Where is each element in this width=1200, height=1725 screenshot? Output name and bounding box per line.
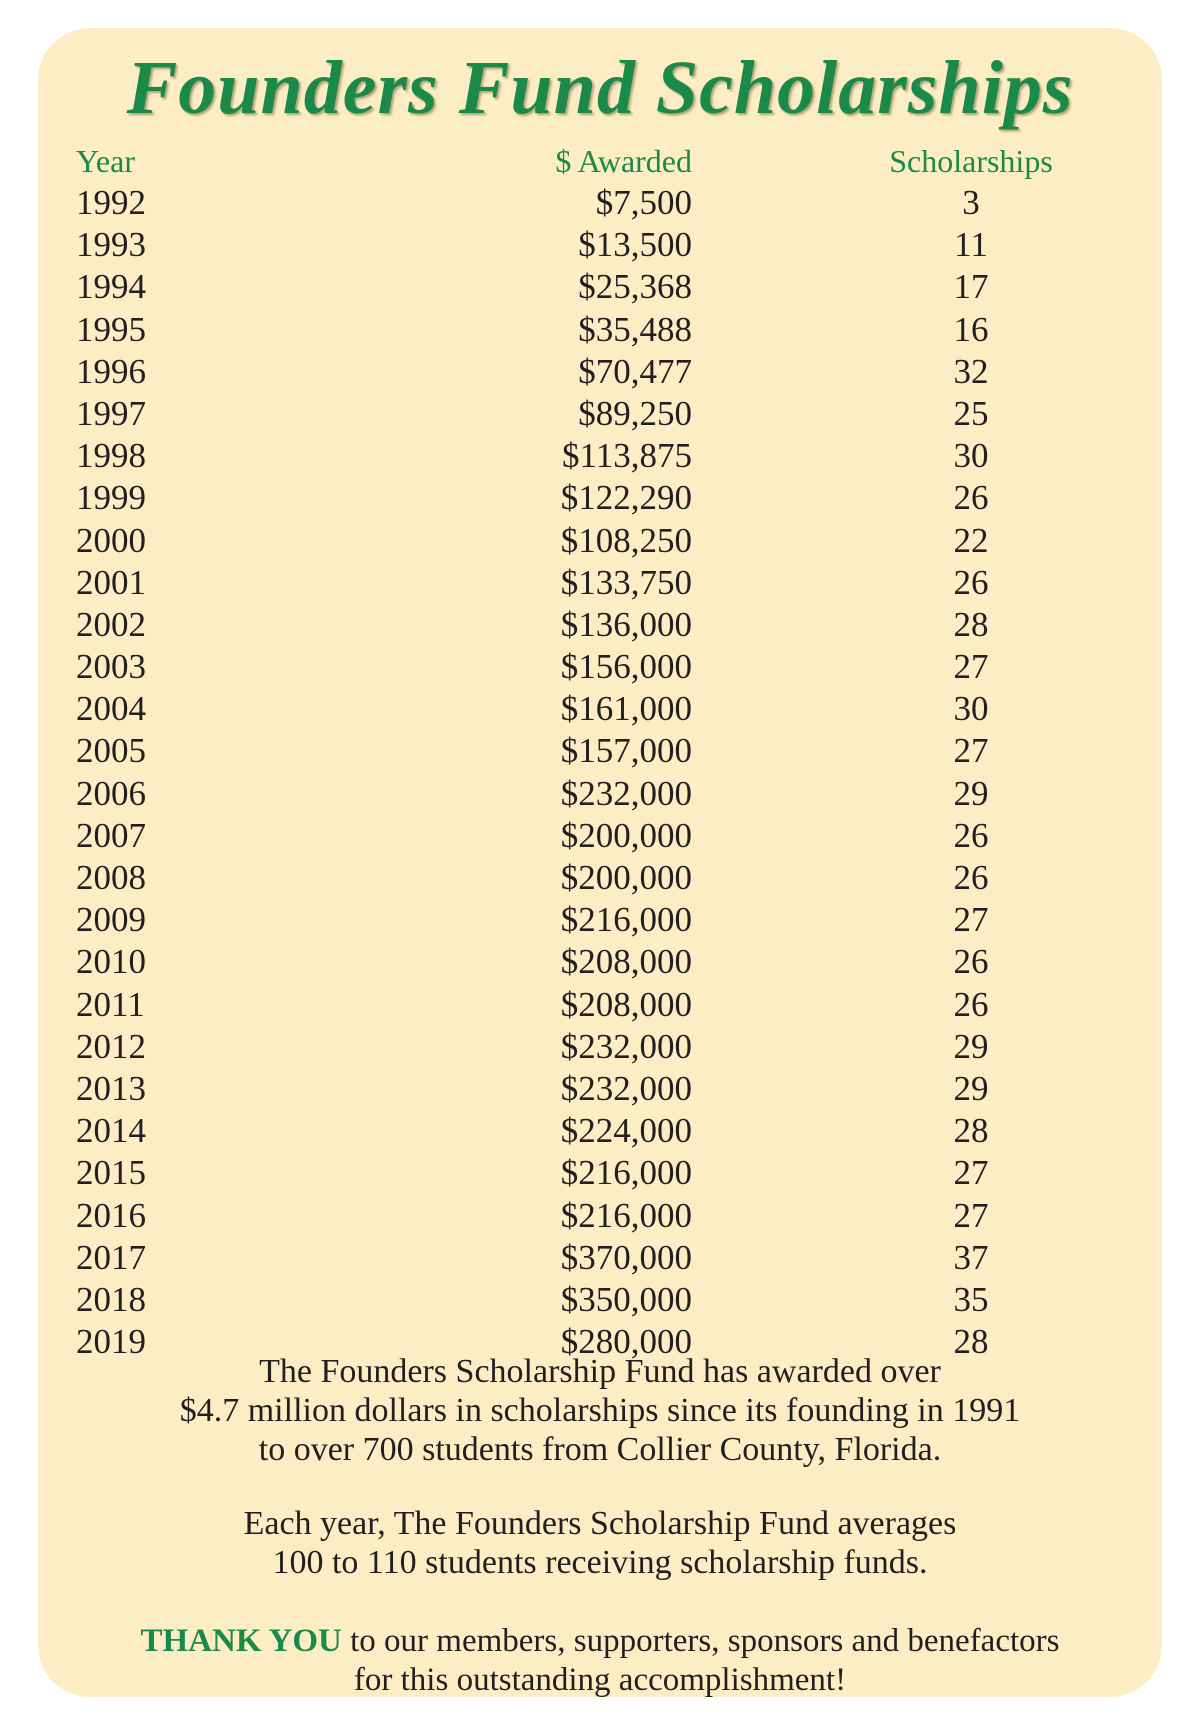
year-cell: 1996	[76, 351, 146, 391]
table-row	[76, 520, 1124, 562]
summary-paragraph	[38, 1352, 1162, 1469]
table-row	[76, 1026, 1124, 1068]
summary-line: $4.7 million dollars in scholarships since its founding in 1991	[179, 1392, 1021, 1429]
table-row	[76, 815, 1124, 857]
year-cell: 2017	[76, 1237, 146, 1277]
year-cell: 1993	[76, 225, 146, 265]
awarded-cell: $232,000	[560, 773, 692, 813]
scholarships-cell: 17	[953, 267, 989, 307]
awarded-cell: $208,000	[560, 942, 692, 982]
awarded-cell: $122,290	[560, 478, 692, 518]
table-row	[76, 730, 1124, 772]
awarded-cell: $70,477	[578, 351, 692, 391]
summary-line: The Founders Scholarship Fund has awarded over	[259, 1353, 941, 1390]
awarded-cell: $113,875	[562, 436, 692, 476]
year-cell: 2013	[76, 1068, 146, 1108]
table-row	[76, 646, 1124, 688]
year-cell: 2019	[76, 1322, 146, 1362]
awarded-cell: $232,000	[560, 1026, 692, 1066]
table-row	[76, 477, 1124, 519]
scholarships-cell: 11	[954, 225, 988, 265]
table-row	[76, 309, 1124, 351]
table-row	[76, 266, 1124, 308]
table-row	[76, 688, 1124, 730]
year-cell: 2001	[76, 562, 146, 602]
average-line: 100 to 110 students receiving scholarship funds.	[272, 1544, 928, 1581]
awarded-cell: $25,368	[578, 267, 692, 307]
table-row	[76, 224, 1124, 266]
year-cell: 2003	[76, 647, 146, 687]
year-cell: 2012	[76, 1026, 146, 1066]
awarded-cell: $200,000	[560, 815, 692, 855]
scholarships-cell: 28	[953, 604, 989, 644]
table-row	[76, 1152, 1124, 1194]
scholarship-table	[76, 140, 1124, 1363]
awarded-cell: $161,000	[560, 689, 692, 729]
year-cell: 1998	[76, 436, 146, 476]
scholarships-cell: 30	[953, 436, 989, 476]
scholarship-card	[38, 28, 1162, 1697]
table-header	[76, 140, 1124, 182]
table-body	[76, 182, 1124, 1363]
summary-line: to over 700 students from Collier County, Florida.	[258, 1431, 942, 1468]
year-cell: 2007	[76, 815, 146, 855]
awarded-cell: $89,250	[578, 393, 692, 433]
awarded-cell: $370,000	[560, 1237, 692, 1277]
awarded-cell: $232,000	[560, 1068, 692, 1108]
table-row	[76, 435, 1124, 477]
year-cell: 1994	[76, 267, 146, 307]
table-row	[76, 1279, 1124, 1321]
awarded-cell: $208,000	[560, 984, 692, 1024]
awarded-cell: $280,000	[560, 1322, 692, 1362]
scholarships-cell: 25	[953, 393, 989, 433]
scholarships-cell: 26	[953, 984, 989, 1024]
table-row	[76, 941, 1124, 983]
scholarships-cell: 26	[953, 478, 989, 518]
scholarships-cell: 27	[953, 731, 989, 771]
year-cell: 2010	[76, 942, 146, 982]
scholarships-cell: 30	[953, 689, 989, 729]
awarded-cell: $35,488	[578, 309, 692, 349]
scholarships-cell: 27	[953, 900, 989, 940]
scholarships-cell: 35	[953, 1279, 989, 1319]
awarded-cell: $108,250	[560, 520, 692, 560]
awarded-cell: $13,500	[578, 225, 692, 265]
year-cell: 2000	[76, 520, 146, 560]
year-cell: 2011	[76, 984, 145, 1024]
awarded-cell: $350,000	[560, 1279, 692, 1319]
table-row	[76, 351, 1124, 393]
year-cell: 2009	[76, 900, 146, 940]
scholarships-cell: 26	[953, 562, 989, 602]
thanks-line-2: for this outstanding accomplishment!	[353, 1662, 847, 1698]
scholarships-cell: 37	[953, 1237, 989, 1277]
awarded-cell: $200,000	[560, 858, 692, 897]
table-row	[76, 562, 1124, 604]
average-line: Each year, The Founders Scholarship Fund averages	[243, 1505, 957, 1542]
awarded-cell: $156,000	[560, 647, 692, 687]
year-cell: 2015	[76, 1153, 146, 1193]
awarded-cell: $133,750	[560, 562, 692, 602]
scholarships-cell: 26	[953, 942, 989, 982]
header-scholarships: Scholarships	[889, 143, 1053, 179]
table-row	[76, 984, 1124, 1026]
thanks-paragraph	[38, 1622, 1162, 1700]
scholarships-cell: 29	[953, 773, 989, 813]
year-cell: 1997	[76, 393, 146, 433]
thanks-line-1	[38, 1622, 1162, 1661]
awarded-cell: $136,000	[560, 604, 692, 644]
scholarships-cell: 29	[953, 1026, 989, 1066]
average-paragraph	[38, 1504, 1162, 1582]
year-cell: 1992	[76, 183, 146, 222]
scholarships-cell: 26	[953, 858, 989, 897]
awarded-cell: $7,500	[595, 183, 692, 222]
table-row	[76, 1110, 1124, 1152]
table-row	[76, 899, 1124, 941]
scholarships-cell: 27	[953, 1153, 989, 1193]
scholarships-cell: 27	[953, 647, 989, 687]
table-row	[76, 773, 1124, 815]
scholarships-cell: 3	[962, 183, 980, 222]
scholarships-cell: 16	[953, 309, 989, 349]
year-cell: 2014	[76, 1111, 146, 1151]
year-cell: 2006	[76, 773, 146, 813]
year-cell: 2002	[76, 604, 146, 644]
page-title: Founders Fund Scholarships	[126, 46, 1074, 130]
scholarships-cell: 22	[953, 520, 989, 560]
header-year: Year	[76, 143, 135, 179]
year-cell: 1999	[76, 478, 146, 518]
year-cell: 2016	[76, 1195, 146, 1235]
awarded-cell: $216,000	[560, 900, 692, 940]
table-row	[76, 1195, 1124, 1237]
year-cell: 2005	[76, 731, 146, 771]
scholarships-cell: 26	[953, 815, 989, 855]
year-cell: 2018	[76, 1279, 146, 1319]
table-row	[76, 393, 1124, 435]
scholarships-cell: 28	[953, 1322, 989, 1362]
table-row	[76, 182, 1124, 224]
scholarships-cell: 27	[953, 1195, 989, 1235]
awarded-cell: $157,000	[560, 731, 692, 771]
table-row	[76, 857, 1124, 899]
year-cell: 2008	[76, 858, 146, 897]
table-row	[76, 604, 1124, 646]
header-awarded: $ Awarded	[555, 143, 692, 179]
awarded-cell: $216,000	[560, 1153, 692, 1193]
scholarships-cell: 32	[953, 351, 989, 391]
awarded-cell: $216,000	[560, 1195, 692, 1235]
table-row	[76, 1068, 1124, 1110]
scholarships-cell: 28	[953, 1111, 989, 1151]
year-cell: 1995	[76, 309, 146, 349]
awarded-cell: $224,000	[560, 1111, 692, 1151]
table-row	[76, 1237, 1124, 1279]
year-cell: 2004	[76, 689, 146, 729]
scholarships-cell: 29	[953, 1068, 989, 1108]
thank-you-highlight: THANK YOU	[140, 1623, 342, 1659]
thanks-line-1-rest: to our members, supporters, sponsors and benefactors	[341, 1623, 1060, 1659]
